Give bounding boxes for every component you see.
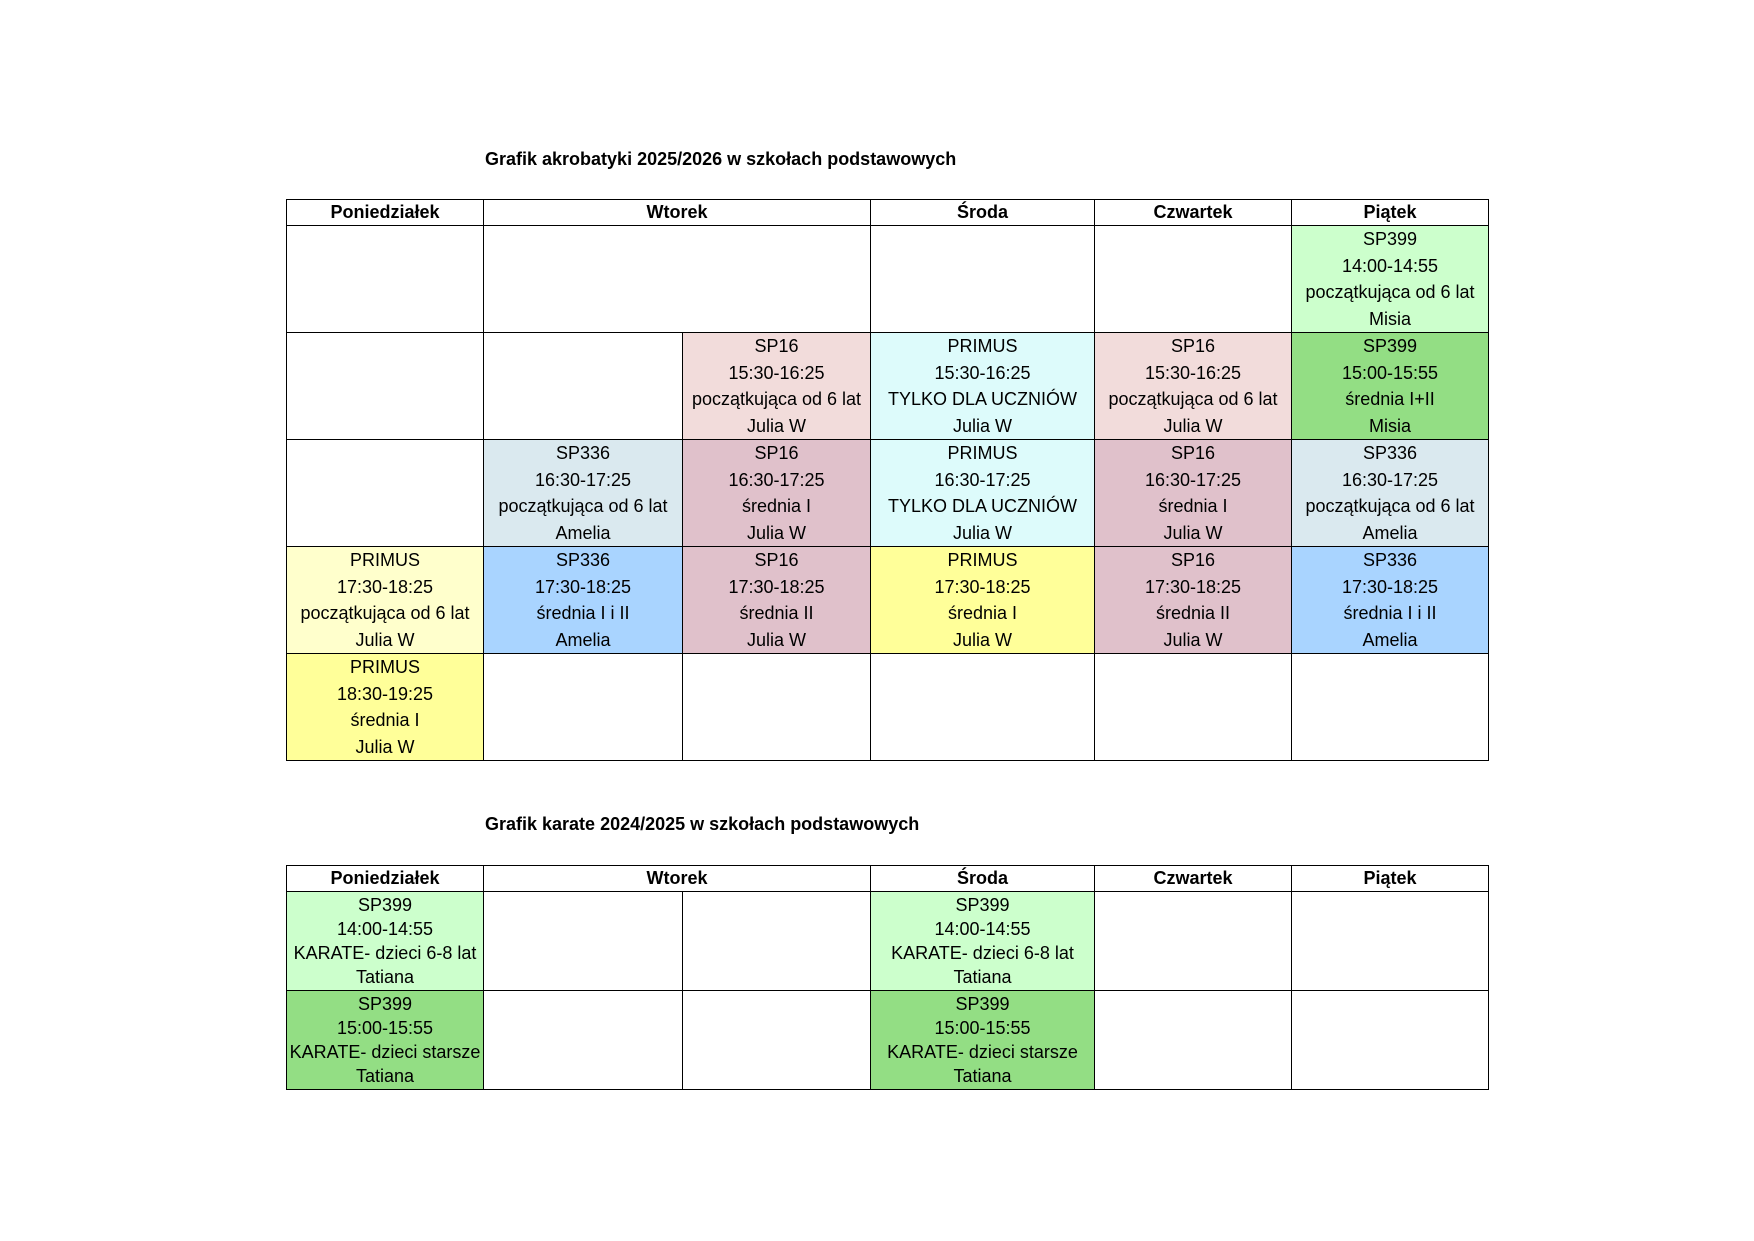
table-row (287, 226, 1489, 333)
cell-instructor: Tatiana (355, 967, 415, 987)
schedule-cell (683, 333, 871, 440)
schedule-cell (287, 226, 484, 333)
cell-group: średnia I i II (536, 603, 630, 623)
schedule-cell (1292, 654, 1489, 761)
header-monday: Poniedziałek (287, 200, 484, 226)
schedule-cell (484, 991, 683, 1090)
cell-group: średnia I (741, 496, 812, 516)
cell-school: SP336 (555, 550, 611, 570)
table-row (287, 991, 1489, 1090)
cell-group: TYLKO DLA UCZNIÓW (887, 389, 1078, 409)
acrobatics-schedule-title: Grafik akrobatyki 2025/2026 w szkołach podstawowych (485, 149, 957, 169)
cell-instructor: Julia W (1163, 415, 1223, 436)
cell-school: PRIMUS (947, 550, 1018, 570)
schedule-cell (1095, 991, 1292, 1090)
cell-group: średnia I (947, 603, 1018, 623)
cell-time: 15:00-15:55 (1341, 362, 1439, 383)
schedule-cell (1095, 892, 1292, 991)
cell-instructor: Julia W (1163, 522, 1223, 543)
header-thursday: Czwartek (1095, 866, 1292, 892)
schedule-cell (1292, 892, 1489, 991)
cell-instructor: Amelia (555, 522, 611, 543)
cell-instructor: Julia W (746, 522, 806, 543)
table-row (287, 440, 1489, 547)
schedule-cell (1292, 226, 1489, 333)
schedule-cell (1095, 654, 1292, 761)
cell-instructor: Amelia (1362, 522, 1418, 543)
karate-schedule-table (286, 865, 1489, 1090)
header-friday: Piątek (1292, 866, 1489, 892)
cell-instructor: Tatiana (355, 1066, 415, 1086)
cell-school: PRIMUS (349, 657, 420, 677)
cell-instructor: Julia W (746, 629, 806, 650)
schedule-cell (484, 654, 683, 761)
schedule-cell (287, 440, 484, 547)
cell-instructor: Julia W (952, 629, 1012, 650)
cell-school: SP16 (754, 550, 799, 570)
cell-time: 15:30-16:25 (1144, 362, 1242, 383)
schedule-cell (871, 547, 1095, 654)
acrobatics-schedule-table (286, 199, 1489, 761)
schedule-cell (683, 991, 871, 1090)
cell-time: 17:30-18:25 (1341, 576, 1439, 597)
schedule-cell (871, 440, 1095, 547)
cell-group: początkująca od 6 lat (300, 603, 470, 623)
schedule-cell (683, 654, 871, 761)
schedule-cell (484, 440, 683, 547)
cell-school: SP16 (754, 443, 799, 463)
schedule-cell (683, 892, 871, 991)
cell-instructor: Misia (1368, 415, 1411, 436)
header-row (287, 200, 1489, 226)
cell-instructor: Julia W (952, 522, 1012, 543)
cell-time: 14:00-14:55 (336, 919, 434, 939)
cell-instructor: Tatiana (953, 967, 1012, 987)
schedule-cell (1292, 333, 1489, 440)
cell-school: SP336 (555, 443, 611, 463)
table-row (287, 892, 1489, 991)
cell-group: średnia I+II (1345, 389, 1435, 409)
cell-school: PRIMUS (947, 336, 1018, 356)
schedule-cell (871, 654, 1095, 761)
cell-group: KARATE- dzieci starsze (289, 1042, 481, 1062)
header-wednesday: Środa (871, 866, 1095, 892)
header-wednesday: Środa (871, 200, 1095, 226)
schedule-cell (1095, 440, 1292, 547)
cell-school: PRIMUS (349, 550, 420, 570)
cell-group: początkująca od 6 lat (498, 496, 668, 516)
cell-time: 16:30-17:25 (728, 469, 825, 490)
header-tuesday: Wtorek (484, 866, 871, 892)
schedule-cell (871, 333, 1095, 440)
schedule-cell (1095, 333, 1292, 440)
cell-school: SP399 (955, 994, 1010, 1014)
cell-instructor: Amelia (555, 629, 611, 650)
header-friday: Piątek (1292, 200, 1489, 226)
cell-time: 16:30-17:25 (1144, 469, 1242, 490)
cell-time: 18:30-19:25 (336, 683, 434, 704)
cell-group: średnia II (1155, 603, 1231, 623)
cell-instructor: Julia W (1163, 629, 1223, 650)
schedule-cell (683, 440, 871, 547)
schedule-cell (484, 892, 683, 991)
cell-group: KARATE- dzieci 6-8 lat (293, 943, 477, 963)
cell-school: SP16 (1170, 550, 1216, 570)
cell-group: KARATE- dzieci 6-8 lat (891, 943, 1074, 963)
cell-group: średnia I (350, 710, 420, 730)
cell-instructor: Tatiana (953, 1066, 1012, 1086)
karate-schedule-title: Grafik karate 2024/2025 w szkołach podstawowych (485, 814, 920, 834)
cell-time: 17:30-18:25 (336, 576, 434, 597)
cell-time: 16:30-17:25 (534, 469, 632, 490)
cell-time: 16:30-17:25 (934, 469, 1031, 490)
cell-school: SP16 (1170, 443, 1216, 463)
cell-instructor: Julia W (355, 736, 415, 757)
cell-group: KARATE- dzieci starsze (887, 1042, 1078, 1062)
schedule-cell (484, 226, 871, 333)
schedule-cell (287, 654, 484, 761)
cell-instructor: Julia W (355, 629, 415, 650)
schedule-cell (287, 333, 484, 440)
header-tuesday: Wtorek (484, 200, 871, 226)
cell-group: początkująca od 6 lat (1305, 496, 1475, 516)
schedule-cell (871, 991, 1095, 1090)
cell-time: 15:30-16:25 (934, 362, 1031, 383)
cell-instructor: Amelia (1362, 629, 1418, 650)
cell-school: SP16 (754, 336, 799, 356)
schedule-cell (287, 547, 484, 654)
cell-school: SP399 (1362, 336, 1418, 356)
cell-group: średnia I i II (1343, 603, 1437, 623)
schedule-cell (1292, 440, 1489, 547)
cell-school: SP336 (1362, 550, 1418, 570)
cell-group: średnia II (739, 603, 814, 623)
cell-group: TYLKO DLA UCZNIÓW (887, 496, 1078, 516)
schedule-cell (484, 333, 683, 440)
table-row (287, 333, 1489, 440)
cell-group: początkująca od 6 lat (1305, 282, 1475, 302)
schedule-cell (1292, 547, 1489, 654)
cell-school: SP336 (1362, 443, 1418, 463)
cell-time: 17:30-18:25 (728, 576, 825, 597)
cell-group: początkująca od 6 lat (1108, 389, 1278, 409)
cell-time: 15:30-16:25 (728, 362, 825, 383)
schedule-cell (1292, 991, 1489, 1090)
schedule-cell (871, 226, 1095, 333)
cell-instructor: Misia (1368, 308, 1411, 329)
cell-school: PRIMUS (947, 443, 1018, 463)
cell-time: 16:30-17:25 (1341, 469, 1439, 490)
cell-instructor: Julia W (746, 415, 806, 436)
header-row (287, 866, 1489, 892)
cell-time: 17:30-18:25 (534, 576, 632, 597)
cell-school: SP399 (1362, 229, 1418, 249)
cell-school: SP399 (357, 895, 413, 915)
cell-time: 15:00-15:55 (934, 1018, 1031, 1038)
table-row (287, 654, 1489, 761)
header-thursday: Czwartek (1095, 200, 1292, 226)
cell-school: SP399 (357, 994, 413, 1014)
table-row (287, 547, 1489, 654)
cell-time: 14:00-14:55 (1341, 255, 1439, 276)
cell-group: początkująca od 6 lat (691, 389, 862, 409)
schedule-cell (484, 547, 683, 654)
cell-time: 15:00-15:55 (336, 1018, 434, 1038)
schedule-cell (287, 892, 484, 991)
schedule-cell (683, 547, 871, 654)
cell-time: 17:30-18:25 (934, 576, 1031, 597)
cell-instructor: Julia W (952, 415, 1012, 436)
schedule-cell (1095, 547, 1292, 654)
schedule-cell (871, 892, 1095, 991)
schedule-cell (287, 991, 484, 1090)
header-monday: Poniedziałek (287, 866, 484, 892)
cell-time: 14:00-14:55 (934, 919, 1031, 939)
cell-group: średnia I (1158, 496, 1228, 516)
schedule-cell (1095, 226, 1292, 333)
cell-school: SP399 (955, 895, 1010, 915)
cell-time: 17:30-18:25 (1144, 576, 1242, 597)
cell-school: SP16 (1170, 336, 1216, 356)
